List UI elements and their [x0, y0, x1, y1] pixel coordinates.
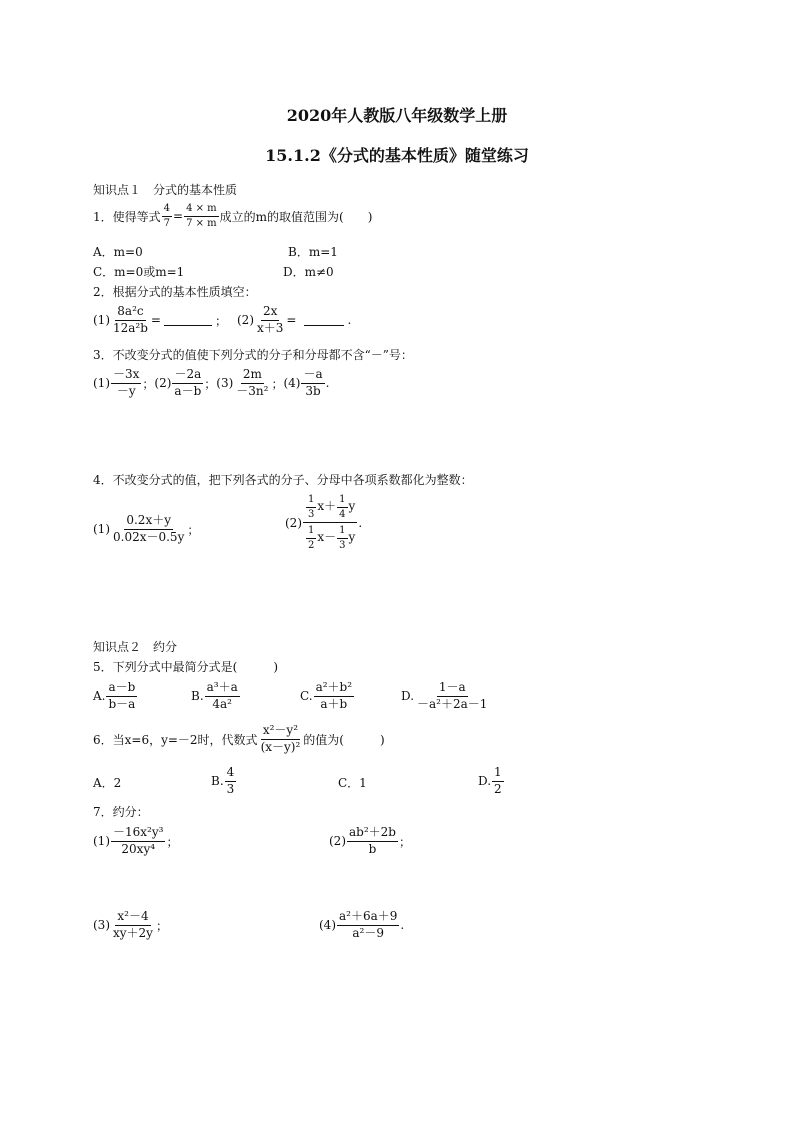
q5-lc: C.: [300, 689, 313, 704]
q5-fb-denominator: 4a²: [212, 696, 232, 711]
q1-equals: =: [173, 209, 184, 223]
q4-stem: 4．不改变分式的值，把下列各式的分子、分母中各项系数都化为整数：: [93, 473, 473, 487]
q5-fd: [415, 681, 489, 712]
q2-p2-end: .: [347, 313, 352, 328]
q4-part-1: [93, 514, 199, 545]
q5-ld: D.: [401, 689, 415, 704]
q5-fa-numerator: a－b: [106, 681, 137, 697]
q3-f3-denominator: －3n²: [236, 383, 269, 398]
q4-f2-denominator: [303, 523, 357, 551]
q3-l2: (2): [154, 376, 172, 391]
q4-d-one-b: 1: [337, 525, 347, 539]
q6-fd-numerator: 1: [492, 766, 504, 782]
q3-l1: (1): [93, 376, 110, 391]
q7-f2: [347, 826, 398, 857]
q7-f4: [337, 910, 399, 941]
q7-l1: (1): [93, 834, 110, 849]
q5-fd-denominator: －a²＋2a－1: [417, 696, 488, 711]
q7-l3: (3): [93, 918, 110, 933]
q2-p1-equals: =: [150, 313, 161, 328]
q6-fb-numerator: 4: [225, 766, 237, 782]
q1-suffix: 成立的m的取值范围为( ): [219, 209, 373, 224]
q5-option-b: [191, 681, 241, 712]
q6-fb-denominator: 3: [226, 781, 235, 796]
q2-p2-equals: =: [286, 313, 297, 328]
q4-f2-numerator: [303, 494, 357, 523]
q2-p1-answer-blank[interactable]: [164, 315, 212, 326]
q4-n-y: y: [348, 499, 356, 514]
q5-option-c: [300, 681, 355, 712]
q3-f1-numerator: －3x: [111, 368, 141, 384]
q7-s1: ；: [166, 834, 179, 849]
q4-n-one-b: 1: [337, 494, 347, 508]
question-6: [93, 724, 385, 755]
q4-d-three: 3: [339, 539, 346, 551]
q3-f4-numerator: －a: [301, 368, 324, 384]
q3-s3: ；: [271, 376, 284, 391]
q1-prefix: 1．使得等式: [93, 209, 161, 224]
q2-p1-numerator: 8a²c: [115, 305, 145, 321]
q2-p2-answer-blank[interactable]: [304, 315, 344, 326]
q6-prefix: 6．当x=6，y=－2时，代数式: [93, 732, 258, 747]
q3-s1: ；: [142, 376, 155, 391]
q4-f1-numerator: 0.2x＋y: [124, 514, 173, 530]
q6-fb: [225, 766, 237, 797]
q6-denominator: (x－y)²: [260, 739, 301, 754]
q6-suffix: 的值为( ): [303, 732, 385, 747]
q4-n-three: 3: [308, 508, 315, 520]
q3-f2-numerator: －2a: [172, 368, 203, 384]
q4-d-x: x: [317, 530, 325, 545]
q7-part-1: [93, 826, 178, 857]
q4-n-one-a: 1: [306, 494, 316, 508]
q4-d-minus: －: [324, 530, 337, 545]
q2-parts: [93, 305, 351, 336]
q4-n-four: 4: [339, 508, 346, 520]
q5-fa: [106, 681, 137, 712]
knowledge-point-1: 知识点１ 分式的基本性质: [93, 183, 238, 197]
q5-fc-numerator: a²＋b²: [314, 681, 354, 697]
q2-p1-end: ；: [214, 313, 227, 328]
q7-part-3: [93, 910, 168, 941]
q5-la: A.: [93, 689, 106, 704]
q1-option-a: A．m=0: [93, 245, 143, 259]
q2-p2-denominator: x＋3: [257, 320, 284, 335]
q3-s2: ；: [204, 376, 217, 391]
q4-frac-one-half: [306, 525, 316, 551]
q1-f2-numerator: 4 × m: [184, 203, 219, 217]
q3-l4: (4): [283, 376, 301, 391]
q1-f1-denominator: 7: [163, 217, 171, 229]
q3-f4: [301, 368, 324, 399]
q3-f3: [234, 368, 270, 399]
q6-option-b: [211, 766, 237, 797]
q4-l1: (1): [93, 522, 110, 537]
q1-f2-denominator: 7 × m: [186, 217, 217, 229]
q4-l2: (2): [285, 515, 302, 530]
q6-fd: [492, 766, 504, 797]
q3-f4-denominator: 3b: [305, 383, 321, 398]
q4-f2-complex: [303, 494, 357, 551]
q7-stem: 7．约分：: [93, 805, 149, 819]
q4-n-plus: ＋: [324, 499, 337, 514]
q2-p1-denominator: 12a²b: [113, 320, 148, 335]
q4-frac-one-third-b: [337, 525, 347, 551]
q1-f1-numerator: 4: [162, 203, 172, 217]
q4-f1: [111, 514, 186, 545]
q7-f2-denominator: b: [368, 841, 377, 856]
q5-fa-denominator: b－a: [108, 696, 136, 711]
q1-fraction-left: [162, 203, 172, 229]
q2-p2-fraction: [255, 305, 285, 336]
q7-f3-numerator: x²－4: [115, 910, 150, 926]
q4-s1: ；: [187, 522, 200, 537]
q4-s2: .: [358, 515, 363, 530]
q3-f3-numerator: 2m: [241, 368, 264, 384]
q6-fraction: [259, 724, 303, 755]
q6-ld: D.: [478, 774, 492, 789]
q5-fc-denominator: a＋b: [320, 696, 348, 711]
q7-f1-denominator: 20xy⁴: [121, 841, 156, 856]
question-1: [93, 203, 372, 229]
q7-f3-denominator: xy＋2y: [113, 925, 153, 940]
q7-l2: (2): [329, 834, 346, 849]
q3-s4: .: [325, 376, 330, 391]
q3-parts: [93, 368, 329, 399]
q5-fb: [205, 681, 240, 712]
q7-f1-numerator: －16x²y³: [111, 826, 165, 842]
q6-fd-denominator: 2: [494, 781, 502, 796]
q5-fb-numerator: a³＋a: [205, 681, 240, 697]
q2-p1-label: (1): [93, 313, 110, 328]
q7-l4: (4): [319, 918, 336, 933]
q7-part-4: [319, 910, 404, 941]
q3-f1: [111, 368, 141, 399]
q7-s4: .: [400, 918, 405, 933]
q6-numerator: x²－y²: [261, 724, 300, 740]
q7-s3: ；: [155, 918, 168, 933]
q4-frac-one-fourth: [337, 494, 347, 520]
q7-f3: [111, 910, 155, 941]
q5-lb: B.: [191, 689, 204, 704]
q1-option-b: B．m=1: [288, 245, 338, 259]
q7-part-2: [329, 826, 411, 857]
q5-fd-numerator: 1－a: [437, 681, 468, 697]
q4-d-one-a: 1: [306, 525, 316, 539]
q7-s2: ；: [398, 834, 411, 849]
q3-stem: 3．不改变分式的值使下列分式的分子和分母都不含“－”号：: [93, 348, 413, 362]
q5-option-d: [401, 681, 490, 712]
knowledge-point-2: 知识点２ 约分: [93, 640, 178, 654]
q6-lb: B.: [211, 774, 224, 789]
q5-fc: [314, 681, 354, 712]
q7-f4-denominator: a²－9: [352, 925, 384, 940]
q4-part-2: [285, 494, 362, 551]
q6-option-a: A．2: [93, 776, 122, 790]
q3-l3: (3): [216, 376, 234, 391]
q2-p2-numerator: 2x: [261, 305, 279, 321]
q1-fraction-right: [184, 203, 219, 229]
q4-n-x: x: [317, 499, 325, 514]
q5-option-a: [93, 681, 138, 712]
q4-frac-one-third-a: [306, 494, 316, 520]
q4-d-two: 2: [308, 539, 315, 551]
q1-option-c: C．m=0或m=1: [93, 265, 185, 279]
q7-f4-numerator: a²＋6a＋9: [337, 910, 399, 926]
q3-f2: [172, 368, 203, 399]
q7-f1: [111, 826, 165, 857]
page-subtitle: 15.1.2《分式的基本性质》随堂练习: [265, 146, 529, 165]
q2-stem: 2．根据分式的基本性质填空：: [93, 285, 257, 299]
page-title: 2020年人教版八年级数学上册: [286, 106, 508, 125]
q5-stem: 5．下列分式中最简分式是( ): [93, 660, 278, 674]
q7-f2-numerator: ab²＋2b: [347, 826, 398, 842]
q6-option-d: [478, 766, 505, 797]
q1-option-d: D．m≠0: [283, 265, 334, 279]
q2-p2-label: (2): [237, 313, 254, 328]
q4-f1-denominator: 0.02x－0.5y: [113, 529, 185, 544]
q4-d-y: y: [348, 530, 356, 545]
q2-p1-fraction: [111, 305, 150, 336]
q3-f2-denominator: a－b: [174, 383, 202, 398]
q6-option-c: C．1: [338, 776, 367, 790]
q3-f1-denominator: －y: [116, 383, 136, 398]
